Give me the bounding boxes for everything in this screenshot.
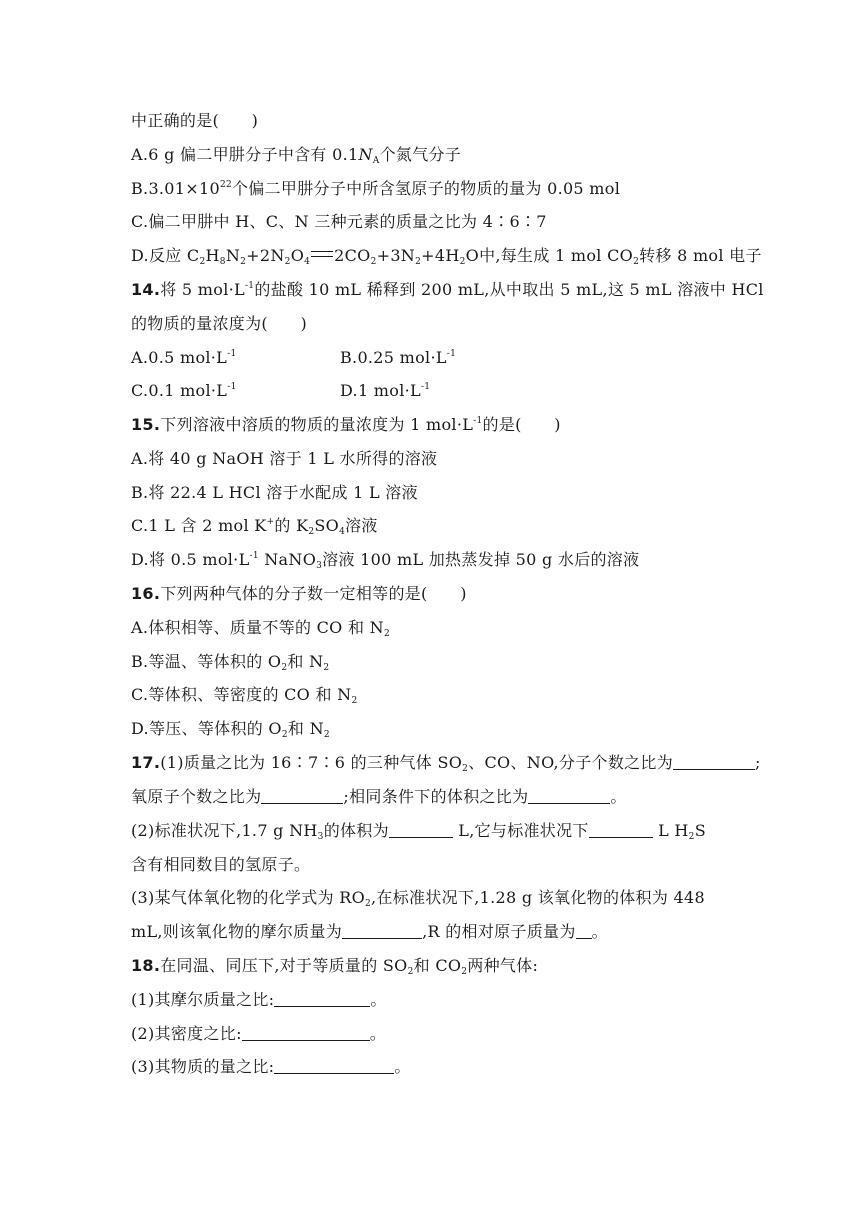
answer-blank[interactable] xyxy=(389,821,453,838)
q16-option-a: A.体积相等、质量不等的 CO 和 $N_2$ xyxy=(131,618,390,639)
answer-blank[interactable] xyxy=(589,821,653,838)
q18-sub2: (2)其密度之比: 。 xyxy=(131,1024,387,1043)
answer-blank[interactable] xyxy=(242,1024,370,1041)
q15-stem: 15.下列溶液中溶质的物质的量浓度为 1 $mol\cdot L^{-1}$的是( ) xyxy=(131,415,561,434)
q18-sub1: (1)其摩尔质量之比: 。 xyxy=(131,990,387,1009)
q15-option-d: D.将 0.5 $mol\cdot L^{-1}$ NaNO$_3$溶液 100 mL 加热蒸发掉 50 g 水后的溶液 xyxy=(131,550,640,571)
q13-option-a: A.6 g 偏二甲肼分子中含有 $0.1N_A$个氮气分子 xyxy=(131,145,462,166)
q13-stem-tail: 中正确的是( ) xyxy=(131,111,259,130)
q15-option-a: A.将 40 g NaOH 溶于 1 L 水所得的溶液 xyxy=(131,449,438,468)
answer-blank[interactable] xyxy=(274,1057,394,1074)
answer-blank[interactable] xyxy=(342,922,422,939)
answer-blank[interactable] xyxy=(528,787,610,804)
q17-part1-line1: 17.(1)质量之比为 16∶7∶6 的三种气体 $SO_2$、CO、NO,分子个数之比为 ; xyxy=(131,753,761,774)
equals-arrow-icon xyxy=(311,251,333,257)
q16-option-b: B.等温、等体积的 $O_2$和 $N_2$ xyxy=(131,652,330,673)
q16-option-c: C.等体积、等密度的 CO 和 $N_2$ xyxy=(131,685,358,706)
q14-stem-line1: 14.将 5 $mol\cdot L^{-1}$的盐酸 10 mL 稀释到 200 mL,从中取出 5 mL,这 5 mL 溶液中 HCl xyxy=(131,280,764,299)
q13-option-d: D.反应 $C_2H_8N_2+2N_2O_4$ $2CO_2+3N_2+4H_2O$中,每生成 1 mol $CO_2$转移 8 mol 电子 xyxy=(131,246,762,267)
q18-stem: 18.在同温、同压下,对于等质量的 $SO_2$和 $CO_2$两种气体: xyxy=(131,956,539,977)
q16-stem: 16.下列两种气体的分子数一定相等的是( ) xyxy=(131,584,467,603)
q13-option-b: $B.3.01\times 10^{22}$个偏二甲肼分子中所含氢原子的物质的量为 0.05 mol xyxy=(131,179,621,198)
q17-part3-line2: mL,则该氧化物的摩尔质量为 ,R 的相对原子质量为 。 xyxy=(131,922,608,941)
q14-options-ab: A.0.5 $mol\cdot L^{-1}$ B.0.25 $mol\cdot L^{-1}$ xyxy=(131,348,457,367)
q15-option-c: C.1 L 含 2 mol K+的 $K_2SO_4$溶液 xyxy=(131,516,378,537)
answer-blank[interactable] xyxy=(576,922,592,939)
answer-blank[interactable] xyxy=(274,990,370,1007)
q16-option-d: D.等压、等体积的 $O_2$和 $N_2$ xyxy=(131,719,330,740)
answer-blank[interactable] xyxy=(261,787,343,804)
q17-part3-line1: (3)某气体氧化物的化学式为 $RO_2$,在标准状况下,1.28 g 该氧化物的体积为 448 xyxy=(131,888,705,909)
q13-option-c: C.偏二甲肼中 H、C、N 三种元素的质量之比为 4∶6∶7 xyxy=(131,212,547,231)
q14-options-cd: C.0.1 $mol\cdot L^{-1}$ D.1 $mol\cdot L^{-1}$ xyxy=(131,381,431,400)
answer-blank[interactable] xyxy=(673,753,755,770)
q14-stem-line2: 的物质的量浓度为( ) xyxy=(131,314,308,333)
q17-part2-line1: (2)标准状况下,1.7 g $NH_3$的体积为 L,它与标准状况下 L $H_2S$ xyxy=(131,821,706,842)
q17-part1-line2: 氧原子个数之比为 ;相同条件下的体积之比为 。 xyxy=(131,787,627,806)
q15-option-b: B.将 22.4 L HCl 溶于水配成 1 L 溶液 xyxy=(131,483,418,502)
q17-part2-line2: 含有相同数目的氢原子。 xyxy=(131,855,311,874)
q18-sub3: (3)其物质的量之比: 。 xyxy=(131,1057,411,1076)
